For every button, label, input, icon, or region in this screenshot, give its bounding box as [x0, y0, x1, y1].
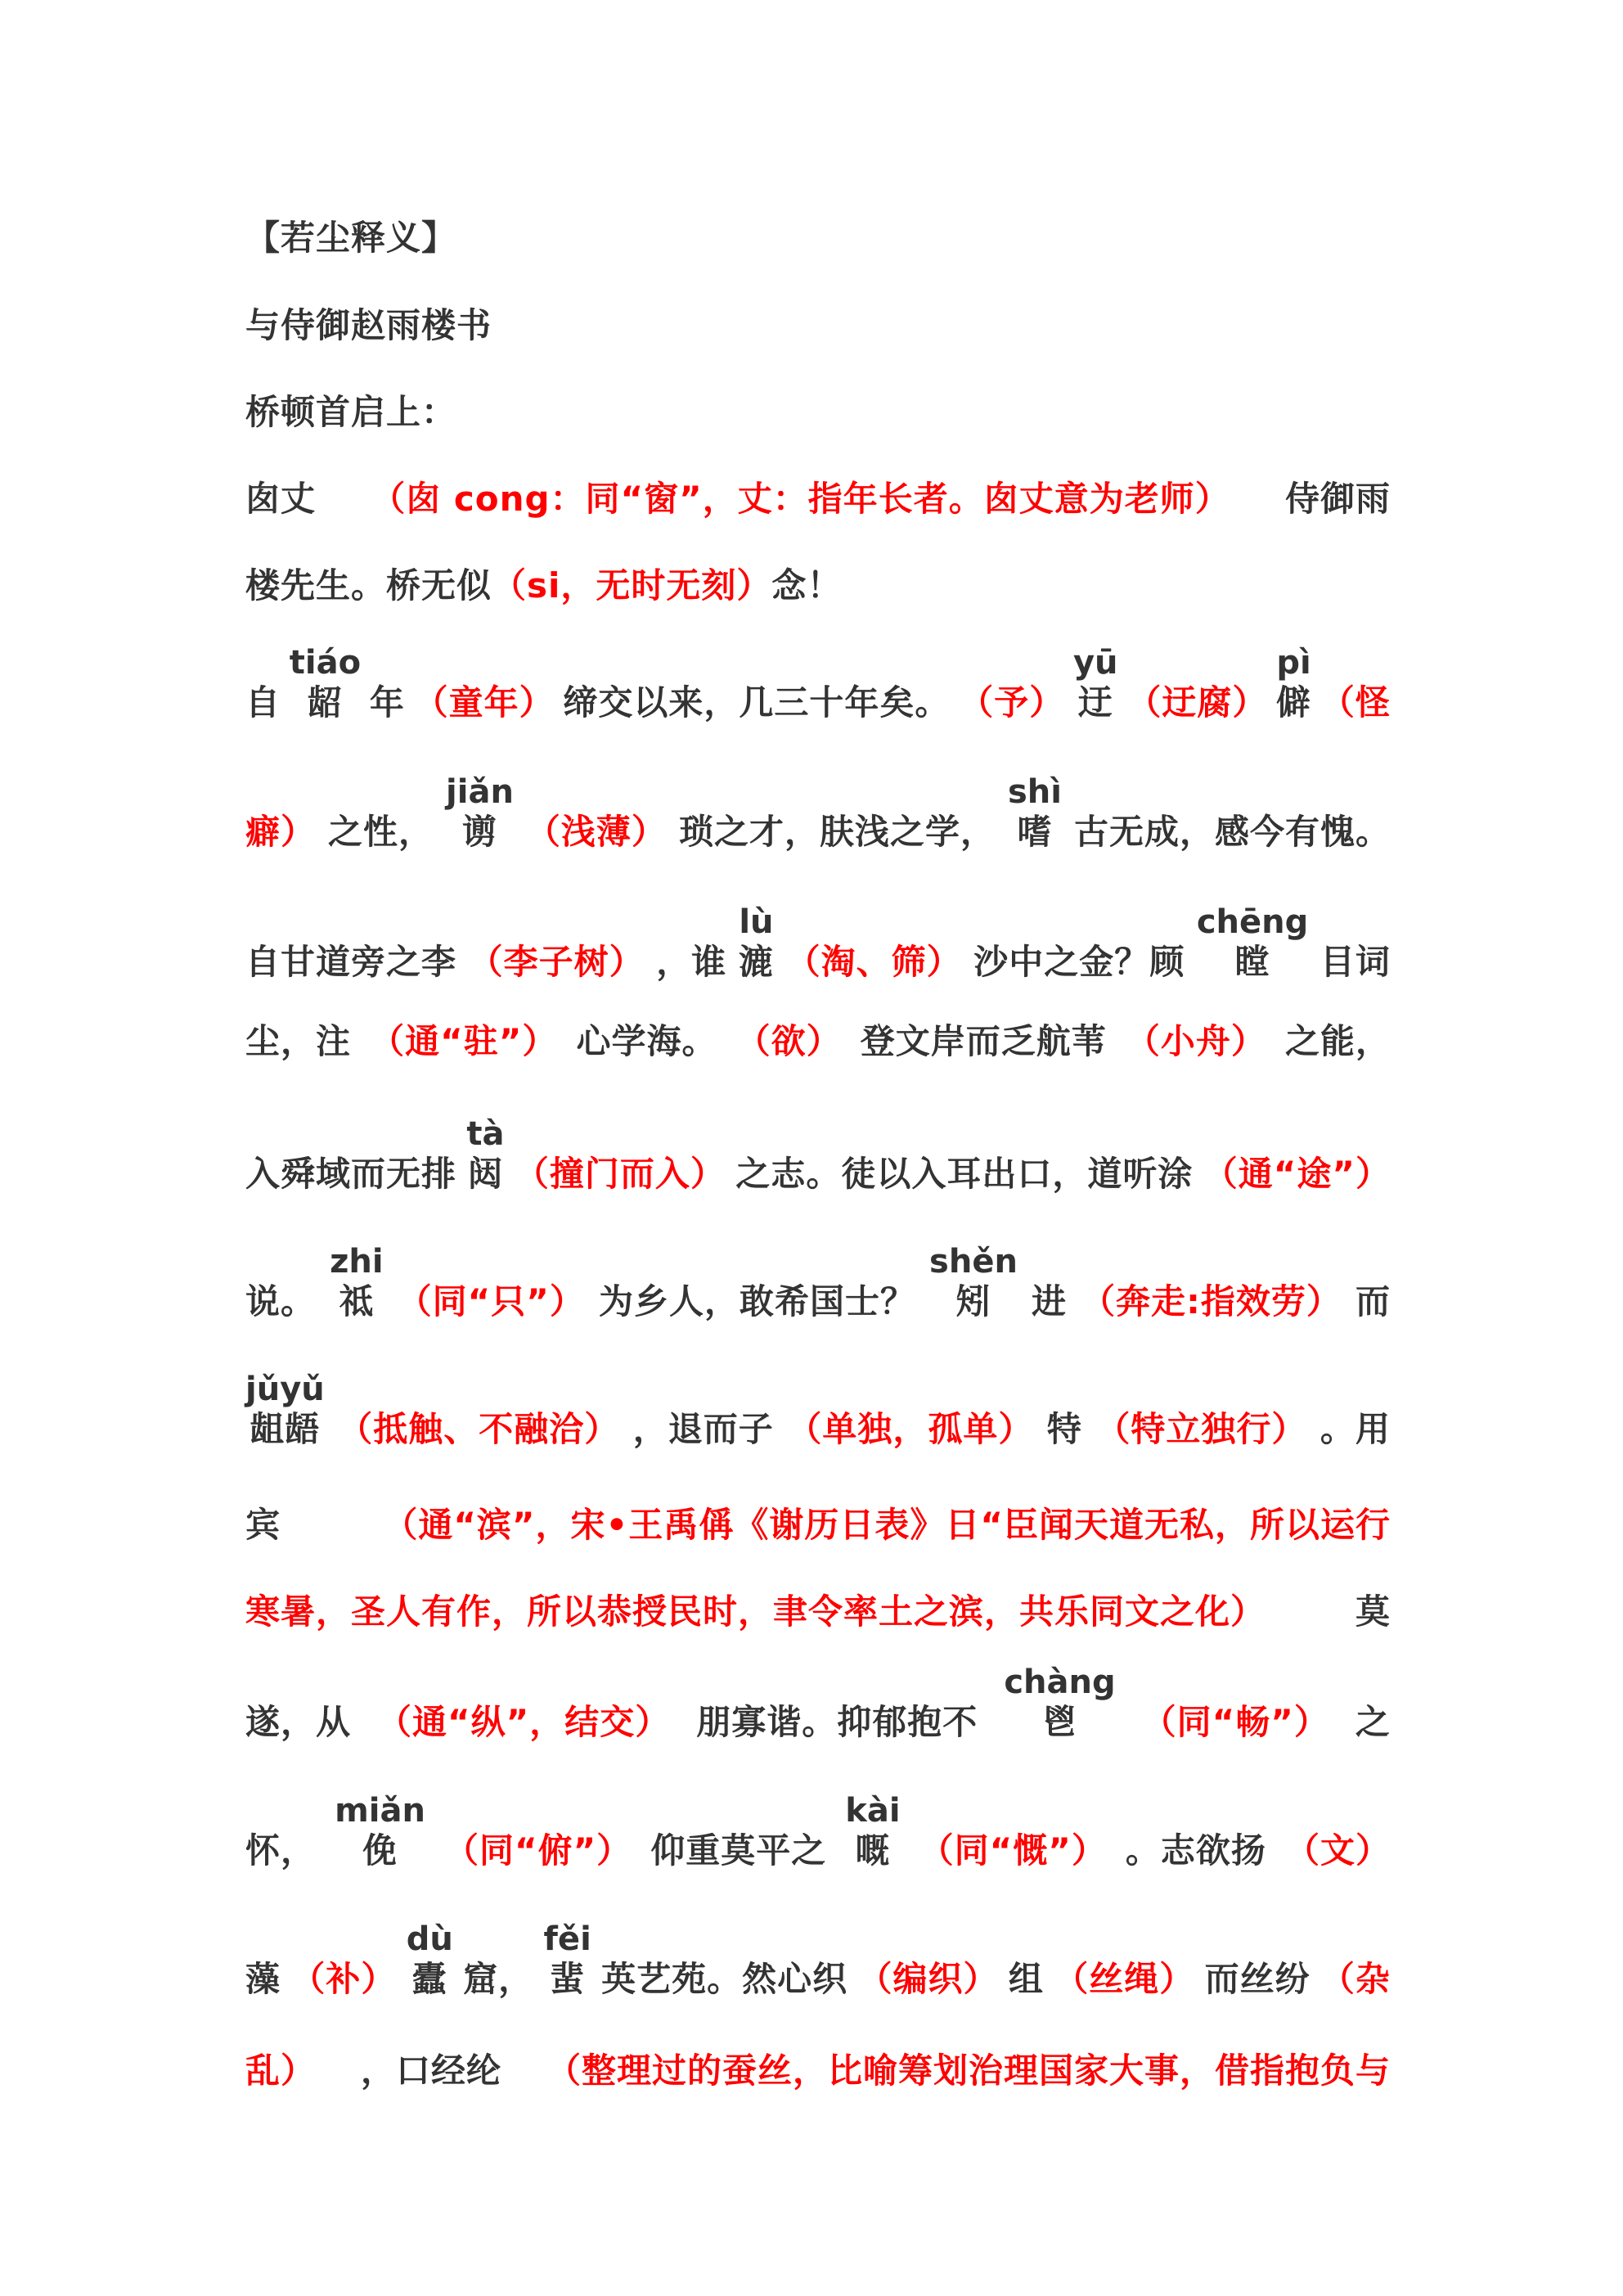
annotated-hanzi: 矧	[955, 1281, 991, 1321]
body-text: 沙中之金？顾	[973, 942, 1185, 982]
body-line	[245, 1663, 1391, 1743]
body-line	[245, 903, 1391, 983]
body-text: 自	[245, 682, 281, 723]
pinyin-annotation: jiǎn	[446, 773, 514, 811]
annotation-text: （丝绳）	[1054, 1959, 1195, 1999]
body-text: 宾	[245, 1505, 281, 1545]
body-line	[245, 565, 1391, 606]
annotated-hanzi: 漉	[738, 942, 774, 982]
pinyin-annotation: chàng	[1004, 1663, 1116, 1701]
annotated-character	[290, 646, 361, 723]
annotation-text: （迂腐）	[1126, 682, 1268, 723]
body-text: 组	[1008, 1959, 1044, 1999]
annotated-character	[738, 903, 774, 983]
annotation-text: （同“俯”）	[443, 1830, 632, 1871]
body-line	[245, 773, 1391, 853]
annotation-text: （同“只”）	[397, 1281, 585, 1321]
annotated-hanzi: 蠹	[411, 1959, 447, 1999]
annotated-character	[1004, 1663, 1116, 1743]
annotation-text: （予）	[959, 682, 1065, 723]
annotation-text: （同“畅”）	[1141, 1702, 1329, 1742]
body-text: 之志。徒以入耳出口，道听涂	[735, 1154, 1194, 1194]
annotation-text: （同“慨”）	[919, 1830, 1107, 1871]
annotation-text: 寒暑，圣人有作，所以恭授民时，聿令率土之滨，共乐同文之化）	[245, 1591, 1266, 1632]
annotation-text: （杂	[1320, 1959, 1391, 1999]
body-text: 莫	[1355, 1591, 1391, 1632]
body-text: 窟，	[463, 1959, 534, 1999]
annotation-text: 癖）	[245, 812, 317, 852]
letter-title	[245, 305, 1391, 346]
body-text: 囱丈	[245, 479, 317, 519]
annotated-hanzi: 俛	[362, 1830, 398, 1871]
annotated-character	[929, 1245, 1018, 1322]
body-text: 之能，	[1284, 1021, 1391, 1061]
body-text: 而	[1355, 1281, 1391, 1321]
letter-title-text: 与侍御赵雨楼书	[245, 305, 492, 345]
pinyin-annotation: jǔyǔ	[245, 1371, 325, 1408]
body-text: 特	[1046, 1409, 1082, 1449]
annotation-text: （淘、筛）	[785, 942, 962, 982]
annotated-hanzi: 瞠	[1234, 942, 1270, 982]
annotation-text: （通“驻”）	[370, 1021, 558, 1061]
annotation-text: （通“途”）	[1203, 1154, 1391, 1194]
annotated-hanzi: 祗	[339, 1281, 375, 1321]
body-text: 仰重莫平之	[650, 1830, 827, 1871]
annotated-hanzi: 鬯	[1041, 1702, 1077, 1742]
salutation-text: 桥顿首启上：	[245, 392, 457, 432]
salutation	[245, 392, 1391, 433]
pinyin-annotation: miǎn	[335, 1792, 425, 1830]
annotation-text: （李子树）	[468, 942, 645, 982]
annotated-hanzi: 龆	[307, 682, 343, 723]
body-text: 英艺苑。然心织	[601, 1959, 848, 1999]
annotated-character	[446, 773, 514, 853]
body-line	[245, 1920, 1391, 2000]
body-text: 楼先生。桥无似	[245, 565, 492, 606]
annotation-text: （si，无时无刻）	[492, 565, 772, 606]
annotation-text: （奔走:指效劳）	[1081, 1281, 1342, 1321]
annotation-text: （文）	[1284, 1830, 1391, 1871]
annotated-character	[406, 1920, 453, 2000]
body-line	[245, 1245, 1391, 1322]
annotated-hanzi: 僻	[1276, 682, 1312, 723]
annotation-text: （单独，孤单）	[787, 1409, 1034, 1449]
body-text: 藻	[245, 1959, 281, 1999]
body-text: 尘，注	[245, 1021, 352, 1061]
body-text: ，退而子	[632, 1409, 774, 1449]
pinyin-annotation: lù	[739, 903, 774, 941]
annotated-character	[466, 1115, 505, 1195]
body-line	[245, 1505, 1391, 1546]
annotation-text: （特立独行）	[1095, 1409, 1307, 1449]
body-line	[245, 479, 1391, 520]
body-text: 古无成，感今有愧。	[1073, 812, 1391, 852]
annotation-text: （怪	[1320, 682, 1391, 723]
annotation-text: （欲）	[735, 1021, 842, 1061]
body-text: 侍御雨	[1284, 479, 1391, 519]
annotated-character	[335, 1794, 425, 1871]
body-text: ，口经纶	[360, 2051, 501, 2091]
body-text: 朋寡谐。抑郁抱不	[696, 1702, 978, 1742]
annotated-character	[1007, 773, 1062, 853]
body-line	[245, 1115, 1391, 1195]
annotation-text: （撞门而入）	[514, 1154, 726, 1194]
annotated-character	[330, 1245, 383, 1322]
pinyin-annotation: tà	[466, 1115, 505, 1153]
body-text: 进	[1032, 1281, 1068, 1321]
section-header-text: 【若尘释义】	[245, 218, 457, 258]
pinyin-annotation: pì	[1276, 644, 1311, 682]
annotation-text: （囱 cong：同“窗”，丈：指年长者。囱丈意为老师）	[371, 479, 1230, 519]
body-text: 为乡人，敢希国士？	[598, 1281, 915, 1321]
body-text: 缔交以来，几三十年矣。	[563, 682, 951, 723]
body-line	[245, 1794, 1391, 1871]
section-header	[245, 218, 1391, 259]
annotation-text: （补）	[290, 1959, 397, 1999]
body-text: 自甘道旁之李	[245, 942, 457, 982]
annotated-hanzi: 迂	[1077, 682, 1113, 723]
annotated-hanzi: 蜚	[550, 1959, 586, 1999]
body-text: 之性，	[328, 812, 434, 852]
annotation-text: （通“纵”，结交）	[377, 1702, 671, 1742]
annotation-text: 乱）	[245, 2051, 317, 2091]
annotated-character	[845, 1794, 900, 1871]
annotation-text: （通“滨”，宋•王禹偁《谢历日表》日“臣闻天道无私，所以运行	[383, 1505, 1391, 1545]
body-line	[245, 1373, 1391, 1450]
body-text: 入舜域而无排	[245, 1154, 457, 1194]
pinyin-annotation: dù	[406, 1920, 453, 1958]
body-text: 怀，	[245, 1830, 317, 1871]
annotation-text: （小舟）	[1125, 1021, 1266, 1061]
pinyin-annotation: tiáo	[289, 644, 362, 682]
annotated-hanzi: 嗜	[1017, 812, 1053, 852]
pinyin-annotation: yū	[1072, 644, 1118, 682]
body-text: 登文岸而乏航苇	[860, 1021, 1107, 1061]
body-text: 遂，从	[245, 1702, 352, 1742]
annotated-hanzi: 龃龉	[250, 1409, 321, 1449]
body-line	[245, 2051, 1391, 2091]
pinyin-annotation: fěi	[543, 1920, 591, 1958]
body-text: 目词	[1320, 942, 1391, 982]
annotated-hanzi: 嘅	[855, 1830, 891, 1871]
annotation-text: （编织）	[857, 1959, 999, 1999]
annotation-text: （童年）	[413, 682, 555, 723]
body-text: 念！	[771, 565, 843, 606]
annotated-hanzi: 谫	[461, 812, 497, 852]
annotation-text: （抵触、不融洽）	[338, 1409, 620, 1449]
body-text: 心学海。	[576, 1021, 717, 1061]
body-line	[245, 646, 1391, 723]
pinyin-annotation: kài	[845, 1792, 901, 1830]
annotated-character	[245, 1373, 325, 1450]
annotated-character	[1276, 646, 1311, 723]
body-text: 琐之才，肤浅之学，	[678, 812, 996, 852]
annotated-hanzi: 闼	[467, 1154, 503, 1194]
body-text: ，谁	[656, 942, 727, 982]
annotated-character	[1073, 646, 1118, 723]
body-text: 。志欲扬	[1125, 1830, 1266, 1871]
body-line	[245, 1021, 1391, 1062]
body-text: 而丝纷	[1204, 1959, 1311, 1999]
body-line	[245, 1591, 1391, 1632]
body-text: 之	[1355, 1702, 1391, 1742]
body-text: 。用	[1320, 1409, 1391, 1449]
annotated-character	[543, 1920, 591, 2000]
pinyin-annotation: shěn	[929, 1243, 1018, 1281]
pinyin-annotation: chēng	[1196, 903, 1309, 941]
annotation-text: （整理过的蚕丝，比喻筹划治理国家大事，借指抱负与	[546, 2051, 1391, 2091]
pinyin-annotation: zhi	[330, 1243, 384, 1281]
body-text: 年	[369, 682, 405, 723]
annotated-character	[1196, 903, 1309, 983]
body-text: 说。	[245, 1281, 317, 1321]
pinyin-annotation: shì	[1007, 773, 1062, 811]
annotation-text: （浅薄）	[525, 812, 667, 852]
